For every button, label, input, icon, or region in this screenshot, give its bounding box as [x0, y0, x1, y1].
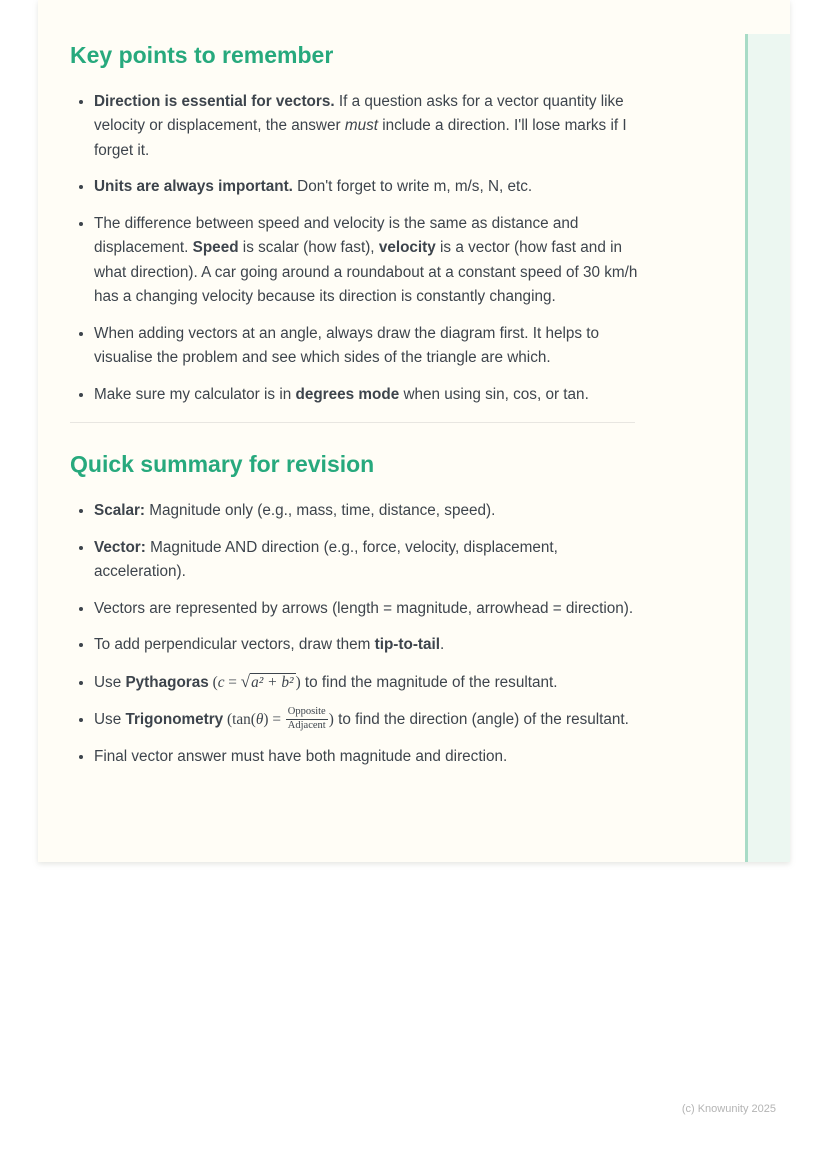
- section-heading-quick-summary: Quick summary for revision: [70, 451, 375, 478]
- list-item: • To add perpendicular vectors, draw them tip-to-tail.: [94, 633, 642, 658]
- bullet-list-quick-summary: [70, 499, 642, 770]
- list-item: • Use Pythagoras (c = √a² + b² ) to find the magnitude of the resultant.: [94, 670, 642, 696]
- list-item: • Final vector answer must have both magnitude and direction.: [94, 745, 642, 770]
- note-content: [38, 0, 642, 770]
- list-item: • Use Trigonometry (tan(θ) = $\frac{\text{Opposite}}{\text{Adjacent}}$ ) to find the direction (angle) of the resultant.: [94, 707, 642, 733]
- list-item: • When adding vectors at an angle, always draw the diagram first. It helps to visualise the problem and see which sides of the triangle are which.: [94, 322, 642, 371]
- section-heading-key-points: Key points to remember: [70, 42, 334, 68]
- list-item: • The difference between speed and velocity is the same as distance and displacement. Speed is scalar (how fast), velocity is a vector (how fast and in what direction). A car going around a roundabout at a constant speed of 30 km/h has a changing velocity because its direction is constantly changing.: [94, 212, 642, 310]
- footer-copyright: (c) Knowunity 2025: [681, 1103, 776, 1115]
- list-item: • Vector: Magnitude AND direction (e.g., force, velocity, displacement, acceleration).: [94, 536, 642, 585]
- sqrt-formula: √a² + b²: [240, 671, 294, 691]
- bullet-list-key-points: [70, 90, 642, 408]
- section-divider: [70, 422, 635, 423]
- fraction-formula: $\frac{\text{Opposite}}{\text{Adjacent}}$: [287, 706, 326, 731]
- note-card: [38, 0, 790, 862]
- section-key-points: [70, 41, 642, 407]
- section-quick-summary: [70, 450, 642, 769]
- list-item: • Make sure my calculator is in degrees mode when using sin, cos, or tan.: [94, 383, 642, 408]
- list-item: • Units are always important. Don't forget to write m, m/s, N, etc.: [94, 175, 642, 200]
- list-item: • Direction is essential for vectors. If a question asks for a vector quantity like velocity or displacement, the answer must include a direction. I'll lose marks if I forget it.: [94, 90, 642, 164]
- accent-bar: [745, 34, 790, 862]
- list-item: • Vectors are represented by arrows (length = magnitude, arrowhead = direction).: [94, 597, 642, 622]
- list-item: • Scalar: Magnitude only (e.g., mass, time, distance, speed).: [94, 499, 642, 524]
